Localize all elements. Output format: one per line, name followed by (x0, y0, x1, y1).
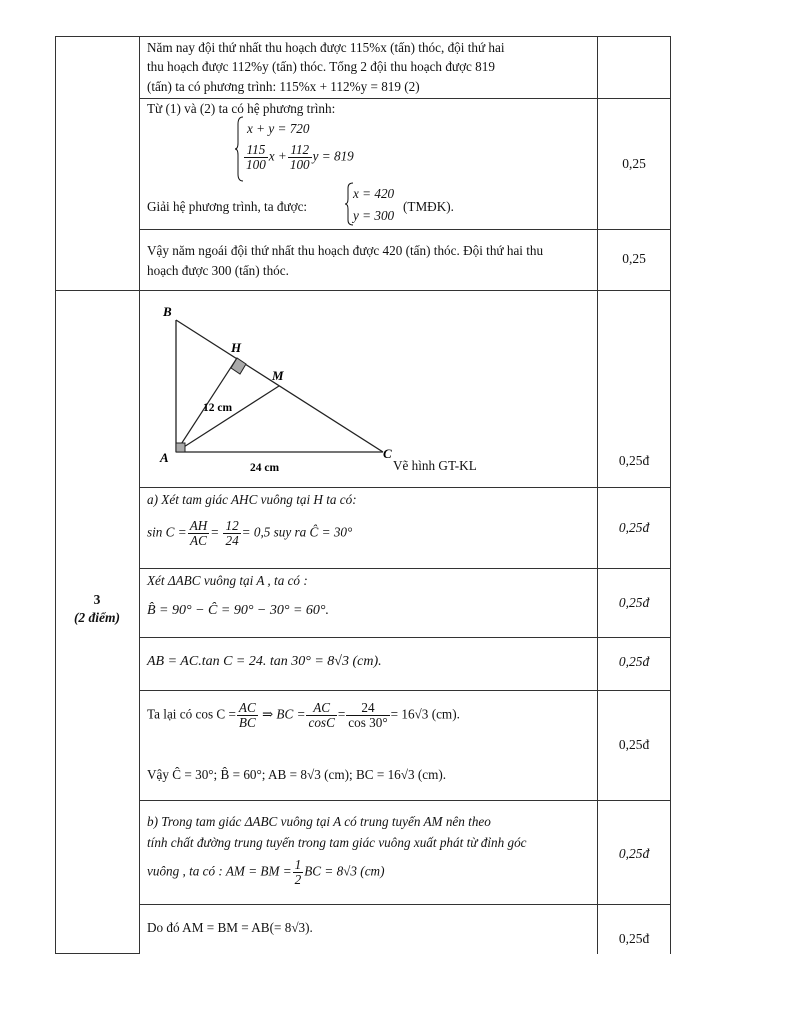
part-b1-line1: b) Trong tam giác ΔABC vuông tại A có trung tuyến AM nên theo (147, 814, 491, 829)
row-divider (139, 800, 671, 801)
right-angle-mark-H (231, 358, 246, 374)
solution-x: x = 420 (353, 186, 395, 201)
row-divider (139, 98, 671, 99)
label-B: B (163, 304, 172, 319)
segment-AM (176, 386, 279, 452)
score-part-b1: 0,25đ (618, 846, 650, 861)
fraction-AH-AC: $\frac{AH}{AC}$ (189, 518, 208, 548)
condition-note: (TMĐK). (403, 199, 454, 214)
right-angle-mark-A (176, 443, 185, 452)
row3-line2: hoạch được 300 (tấn) thóc. (147, 263, 289, 278)
fraction-24-cos30: $\frac{24}{\cos 30^\circ}$ (348, 700, 388, 730)
solution-table (55, 36, 671, 954)
row-divider (139, 229, 671, 230)
row-divider (139, 637, 671, 638)
length-AC: 24 cm (250, 462, 280, 474)
label-A: A (160, 450, 169, 465)
table-border-top (55, 36, 671, 37)
figure-caption: Vẽ hình GT-KL (393, 458, 477, 473)
score-figure: 0,25đ (618, 453, 650, 468)
fraction-115-100: $\frac{115}{100}$ (246, 142, 266, 172)
label-C: C (383, 446, 392, 461)
table-border-left (55, 36, 56, 954)
score-part-a2: 0,25đ (618, 595, 650, 610)
part-b1-line2: tính chất đường trung tuyến trong tam giác vuông xuất phát từ đỉnh góc (147, 835, 527, 850)
part-b1-line3: vuông , ta có : AM = BM = $\frac{1}{2}$ BC = 8√3 (cm) (147, 857, 385, 887)
table-border-col2 (597, 36, 598, 954)
score-part-a4: 0,25đ (618, 737, 650, 752)
row1-line3: (tấn) ta có phương trình: 115%x + 112%y = 819 (2) (147, 79, 420, 94)
score-part-a3: 0,25đ (618, 654, 650, 669)
part-a1-formula: sin C = $\frac{AH}{AC}$ = $\frac{12}{24}$ = 0,5 suy ra Ĉ = 30° (147, 518, 353, 548)
part-a1-intro: a) Xét tam giác AHC vuông tại H ta có: (147, 492, 357, 507)
triangle-figure (147, 298, 477, 478)
length-AH: 12 cm (203, 402, 233, 414)
score-row2: 0,25 (622, 156, 646, 171)
row3-line1: Vậy năm ngoái đội thứ nhất thu hoạch được 420 (tấn) thóc. Đội thứ hai thu (147, 243, 544, 258)
fraction-AC-BC: $\frac{AC}{BC}$ (238, 700, 256, 730)
row1-line2: thu hoạch được 112%y (tấn) thóc. Tổng 2 đội thu hoạch được 819 (147, 59, 495, 74)
label-M: M (272, 368, 284, 383)
fraction-12-24: $\frac{12}{24}$ (225, 518, 239, 548)
row-divider (55, 290, 671, 291)
solve-label: Giải hệ phương trình, ta được: (147, 199, 308, 214)
table-border-col1 (139, 36, 140, 954)
row1-line1: Năm nay đội thứ nhất thu hoạch được 115%x (tấn) thóc, đội thứ hai (147, 40, 505, 55)
table-border-bottom (55, 953, 139, 954)
part-a2-intro: Xét ΔABC vuông tại A , ta có : (147, 573, 308, 588)
row-divider (139, 487, 671, 488)
score-part-b2: 0,25đ (618, 931, 650, 946)
fraction-AC-cosC: $\frac{AC}{\cos C}$ (308, 700, 335, 730)
part-b2-line: Do đó AM = BM = AB(= 8√3). (147, 920, 313, 935)
question-number: 3 (93, 592, 101, 607)
system-eq2: $\frac{115}{100}$ x + $\frac{112}{100}$ y = 819 (246, 142, 354, 172)
question-points: (2 điểm) (73, 610, 121, 625)
fraction-112-100: $\frac{112}{100}$ (289, 142, 310, 172)
solution-y: y = 300 (353, 208, 395, 223)
part-a4-summary: Vậy Ĉ = 30°; B̂ = 60°; AB = 8√3 (cm); BC = 16√3 (cm). (147, 767, 447, 782)
system-eq1: x + y = 720 (247, 121, 310, 136)
row-divider (139, 568, 671, 569)
part-a3-formula: AB = AC.tan C = 24. tan 30° = 8√3 (cm). (147, 654, 382, 669)
score-part-a1: 0,25đ (618, 520, 650, 535)
label-H: H (231, 340, 242, 355)
row-divider (139, 904, 671, 905)
score-row3: 0,25 (622, 251, 646, 266)
part-a4-formula: Ta lại có cos C = $\frac{AC}{BC}$ ⇒ BC = $\frac{AC}{\cos C}$ = $\frac{24}{\cos 30^\circ}$ = 16√3 (cm). (147, 700, 460, 730)
table-border-right (670, 36, 671, 954)
row2-intro: Từ (1) và (2) ta có hệ phương trình: (147, 101, 336, 116)
part-a2-formula: B̂ = 90° − Ĉ = 90° − 30° = 60°. (147, 603, 330, 618)
row-divider (139, 690, 671, 691)
fraction-one-half: $\frac{1}{2}$ (294, 857, 302, 887)
